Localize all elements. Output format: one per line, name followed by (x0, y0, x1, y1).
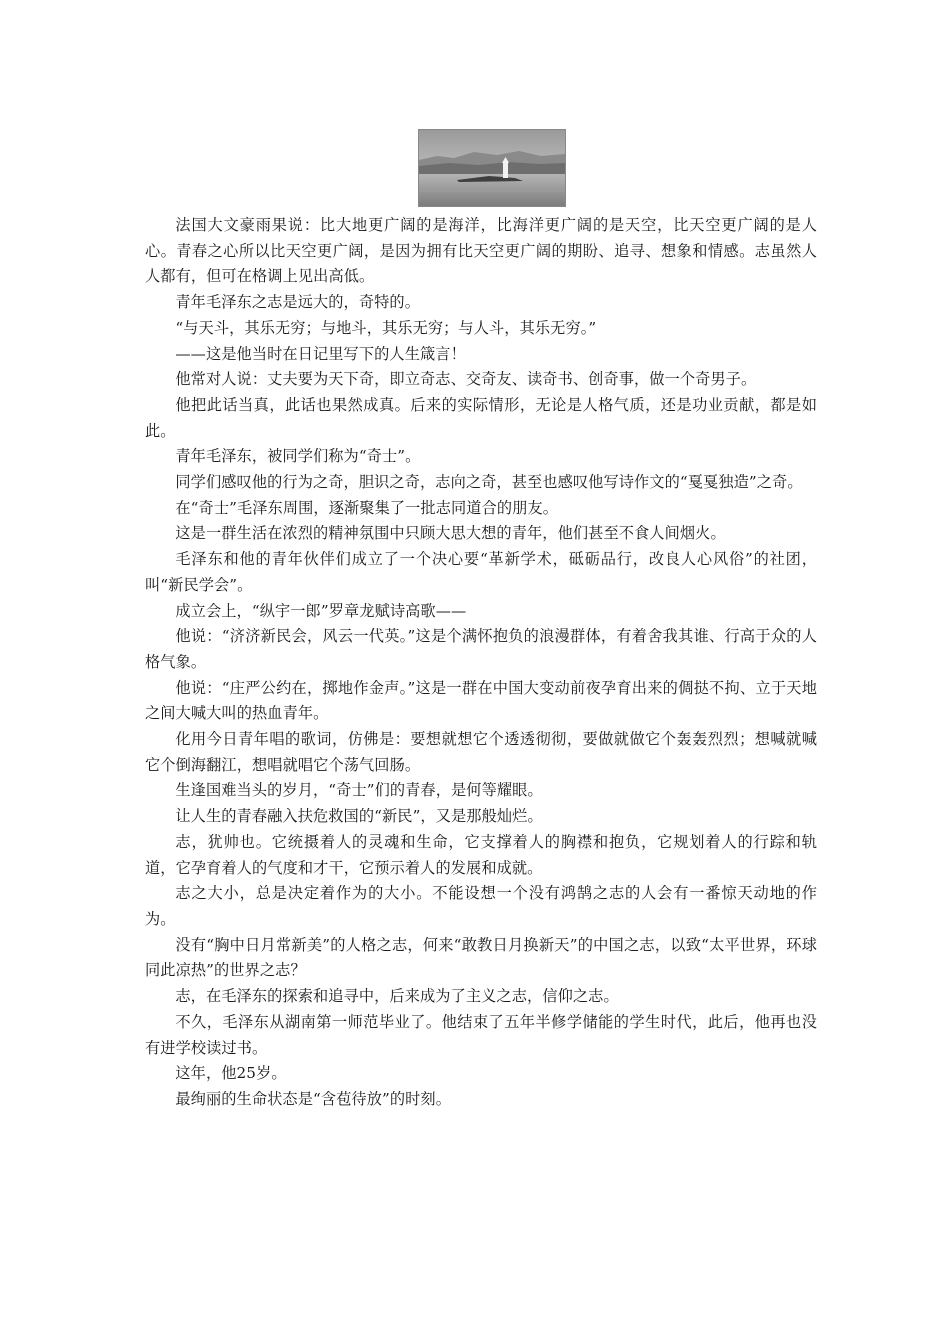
paragraph: 他说：“庄严公约在，掷地作金声。”这是一群在中国大变动前夜孕育出来的倜挞不拘、立于天地之间大喊大叫的热血青年。 (145, 678, 817, 723)
paragraph: 在“奇士”毛泽东周围，逐渐聚集了一批志同道合的朋友。 (175, 498, 559, 517)
paragraph: ——这是他当时在日记里写下的人生箴言！ (175, 344, 466, 363)
paragraph: 同学们感叹他的行为之奇，胆识之奇，志向之奇，甚至也感叹他写诗作文的“戛戛独造”之奇。 (175, 473, 803, 492)
paragraph: “与天斗，其乐无穷；与地斗，其乐无穷；与人斗，其乐无穷。” (175, 318, 597, 337)
paragraph: 青年毛泽东之志是远大的，奇特的。 (175, 293, 420, 312)
paragraph: 他常对人说：丈夫要为天下奇，即立奇志、交奇友、读奇书、创奇事，做一个奇男子。 (175, 370, 757, 389)
paragraph: 这年，他25岁。 (175, 1064, 287, 1083)
paragraph: 最绚丽的生命状态是“含苞待放”的时刻。 (175, 1089, 452, 1108)
article-body (145, 213, 817, 1113)
paragraph: 这是一群生活在浓烈的精神氛围中只顾大思大想的青年，他们甚至不食人间烟火。 (175, 524, 726, 543)
paragraph: 毛泽东和他的青年伙伴们成立了一个决心要“革新学术，砥砺品行，改良人心风俗”的社团，叫“新民学会”。 (145, 550, 817, 594)
paragraph: 生逢国难当头的岁月，“奇士”们的青春，是何等耀眼。 (175, 781, 543, 800)
paragraph: 他把此话当真，此话也果然成真。后来的实际情形，无论是人格气质，还是功业贡献，都是如此。 (145, 395, 817, 440)
paragraph: 不久，毛泽东从湖南第一师范毕业了。他结束了五年半修学储能的学生时代，此后，他再也没有进学校读过书。 (145, 1012, 817, 1057)
landscape-photo-icon (418, 129, 566, 207)
paragraph: 法国大文豪雨果说：比大地更广阔的是海洋，比海洋更广阔的是天空，比天空更广阔的是人心。青春之心所以比天空更广阔，是因为拥有比天空更广阔的期盼、追寻、想象和情感。志虽然人人都有，但可在格调上见出高低。 (145, 216, 817, 286)
paragraph: 没有“胸中日月常新美”的人格之志，何来“敢教日月换新天”的中国之志，以致“太平世界，环球同此凉热”的世界之志？ (145, 935, 817, 980)
paragraph: 志，在毛泽东的探索和追寻中，后来成为了主义之志，信仰之志。 (175, 987, 619, 1006)
paragraph: 志之大小，总是决定着作为的大小。不能设想一个没有鸿鹄之志的人会有一番惊天动地的作为。 (145, 884, 817, 928)
paragraph: 青年毛泽东，被同学们称为“奇士”。 (175, 447, 421, 466)
paragraph: 他说：“济济新民会，风云一代英。”这是个满怀抱负的浪漫群体，有着舍我其谁、行高于众的人格气象。 (145, 627, 817, 671)
paragraph: 让人生的青春融入扶危救国的“新民”，又是那般灿烂。 (175, 807, 543, 826)
paragraph: 成立会上，“纵宇一郎”罗章龙赋诗高歌—— (175, 601, 467, 620)
paragraph: 化用今日青年唱的歌词，仿佛是：要想就想它个透透彻彻，要做就做它个轰轰烈烈；想喊就喊它个倒海翻江，想唱就唱它个荡气回肠。 (145, 730, 817, 774)
paragraph: 志，犹帅也。它统摄着人的灵魂和生命，它支撑着人的胸襟和抱负，它规划着人的行踪和轨道，它孕育着人的气度和才干，它预示着人的发展和成就。 (145, 832, 817, 877)
